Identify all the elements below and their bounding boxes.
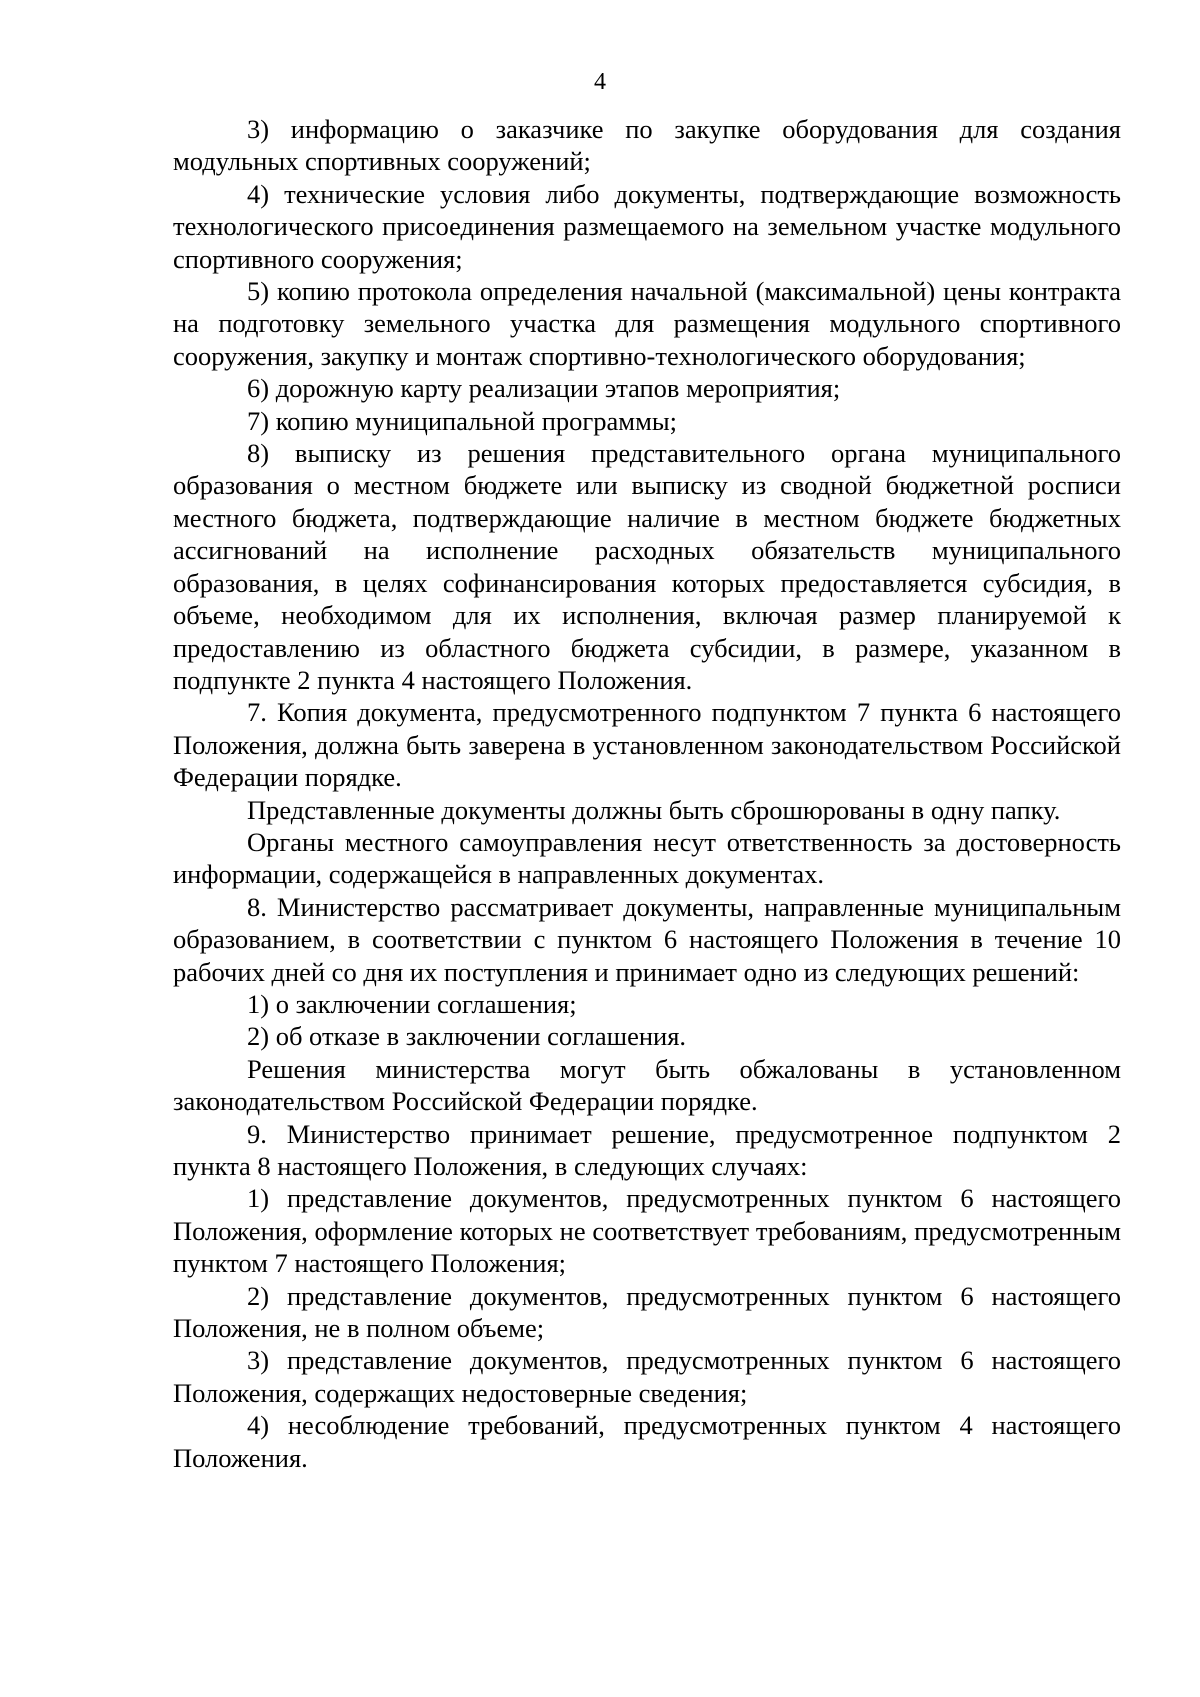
paragraph: 1) о заключении соглашения; <box>247 988 577 1019</box>
paragraph: 5) копию протокола определения начальной (максимальной) цены контракта на подготовку земельного участка для размещения модульного спортивного сооружения, закупку и монтаж спортивно-технологического оборудования; <box>173 276 1121 371</box>
paragraph: 4) несоблюдение требований, предусмотренных пунктом 4 настоящего Положения. <box>173 1410 1121 1473</box>
paragraph: Решения министерства могут быть обжалованы в установленном законодательством Российской Федерации порядке. <box>173 1053 1121 1117</box>
paragraph: Органы местного самоуправления несут ответственность за достоверность информации, содержащейся в направленных документах. <box>173 826 1121 890</box>
paragraph: 8. Министерство рассматривает документы, направленные муниципальным образованием, в соответствии с пунктом 6 настоящего Положения в течение 10 рабочих дней со дня их поступления и принимает одно из следующих решений: <box>173 891 1121 987</box>
paragraph: Представленные документы должны быть сброшюрованы в одну папку. <box>247 794 1061 825</box>
paragraph: 7) копию муниципальной программы; <box>247 405 678 436</box>
paragraph: 7. Копия документа, предусмотренного подпунктом 7 пункта 6 настоящего Положения, должна быть заверена в установленном законодательством Российской Федерации порядке. <box>173 697 1121 793</box>
page-number: 4 <box>594 69 606 95</box>
paragraph: 6) дорожную карту реализации этапов мероприятия; <box>247 373 841 404</box>
paragraph: 4) технические условия либо документы, подтверждающие возможность технологического присоединения размещаемого на земельном участке модульного спортивного сооружения; <box>173 178 1121 274</box>
paragraph: 2) представление документов, предусмотренных пунктом 6 настоящего Положения, не в полном объеме; <box>173 1280 1121 1344</box>
paragraph: 8) выписку из решения представительного органа муниципального образования о местном бюджете или выписку из сводной бюджетной росписи местного бюджета, подтверждающие наличие в местном бюджете бюджетных ассигнований на исполнение расходных обязательств муниципального образования, в целях софинансирования которых предоставляется субсидия, в объеме, необходимом для их исполнения, включая размер планируемой к предоставлению из областного бюджета субсидии, в размере, указанном в подпункте 2 пункта 4 настоящего Положения. <box>173 438 1121 695</box>
paragraph: 1) представление документов, предусмотренных пунктом 6 настоящего Положения, оформление которых не соответствует требованиям, предусмотренным пунктом 7 настоящего Положения; <box>173 1183 1121 1279</box>
paragraph: 3) информацию о заказчике по закупке оборудования для создания модульных спортивных сооружений; <box>173 114 1121 177</box>
paragraph: 9. Министерство принимает решение, предусмотренное подпунктом 2 пункта 8 настоящего Положения, в следующих случаях: <box>173 1118 1121 1181</box>
paragraph: 2) об отказе в заключении соглашения. <box>247 1021 687 1052</box>
document-body <box>173 113 1121 1474</box>
paragraph: 3) представление документов, предусмотренных пунктом 6 настоящего Положения, содержащих недостоверные сведения; <box>173 1345 1121 1408</box>
